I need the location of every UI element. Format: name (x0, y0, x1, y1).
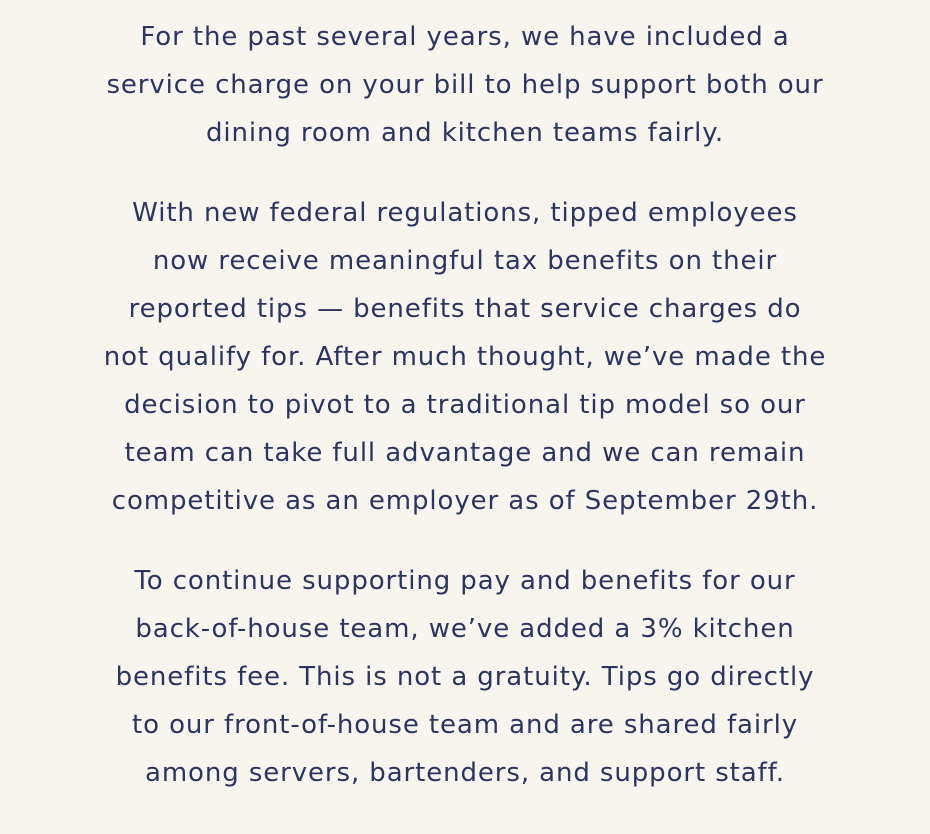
kitchen-benefits-fee-paragraph (40, 557, 890, 797)
paragraph-line: among servers, bartenders, and support staff. (145, 758, 785, 788)
paragraph-line: For the past several years, we have included a (140, 22, 790, 52)
tip-model-change-paragraph (40, 189, 890, 525)
paragraph-line: benefits fee. This is not a gratuity. Tips go directly (115, 662, 815, 692)
paragraph-line: reported tips — benefits that service charges do (128, 294, 802, 324)
paragraph-line: dining room and kitchen teams fairly. (205, 118, 725, 148)
paragraph-line: To continue supporting pay and benefits for our (134, 566, 796, 596)
paragraph-line: not qualify for. After much thought, we’ve made the (103, 342, 827, 372)
paragraph-line: to our front-of-house team and are shared fairly (132, 710, 798, 740)
paragraph-line: now receive meaningful tax benefits on their (152, 246, 778, 276)
paragraph-line: team can take full advantage and we can remain (124, 438, 806, 468)
paragraph-line: service charge on your bill to help support both our (106, 70, 824, 100)
paragraph-line: back-of-house team, we’ve added a 3% kitchen (135, 614, 795, 644)
paragraph-line: decision to pivot to a traditional tip model so our (124, 390, 806, 420)
paragraph-line: competitive as an employer as of September 29th. (111, 486, 819, 516)
service-charge-history-paragraph (40, 13, 890, 157)
paragraph-line: With new federal regulations, tipped employees (132, 198, 798, 228)
